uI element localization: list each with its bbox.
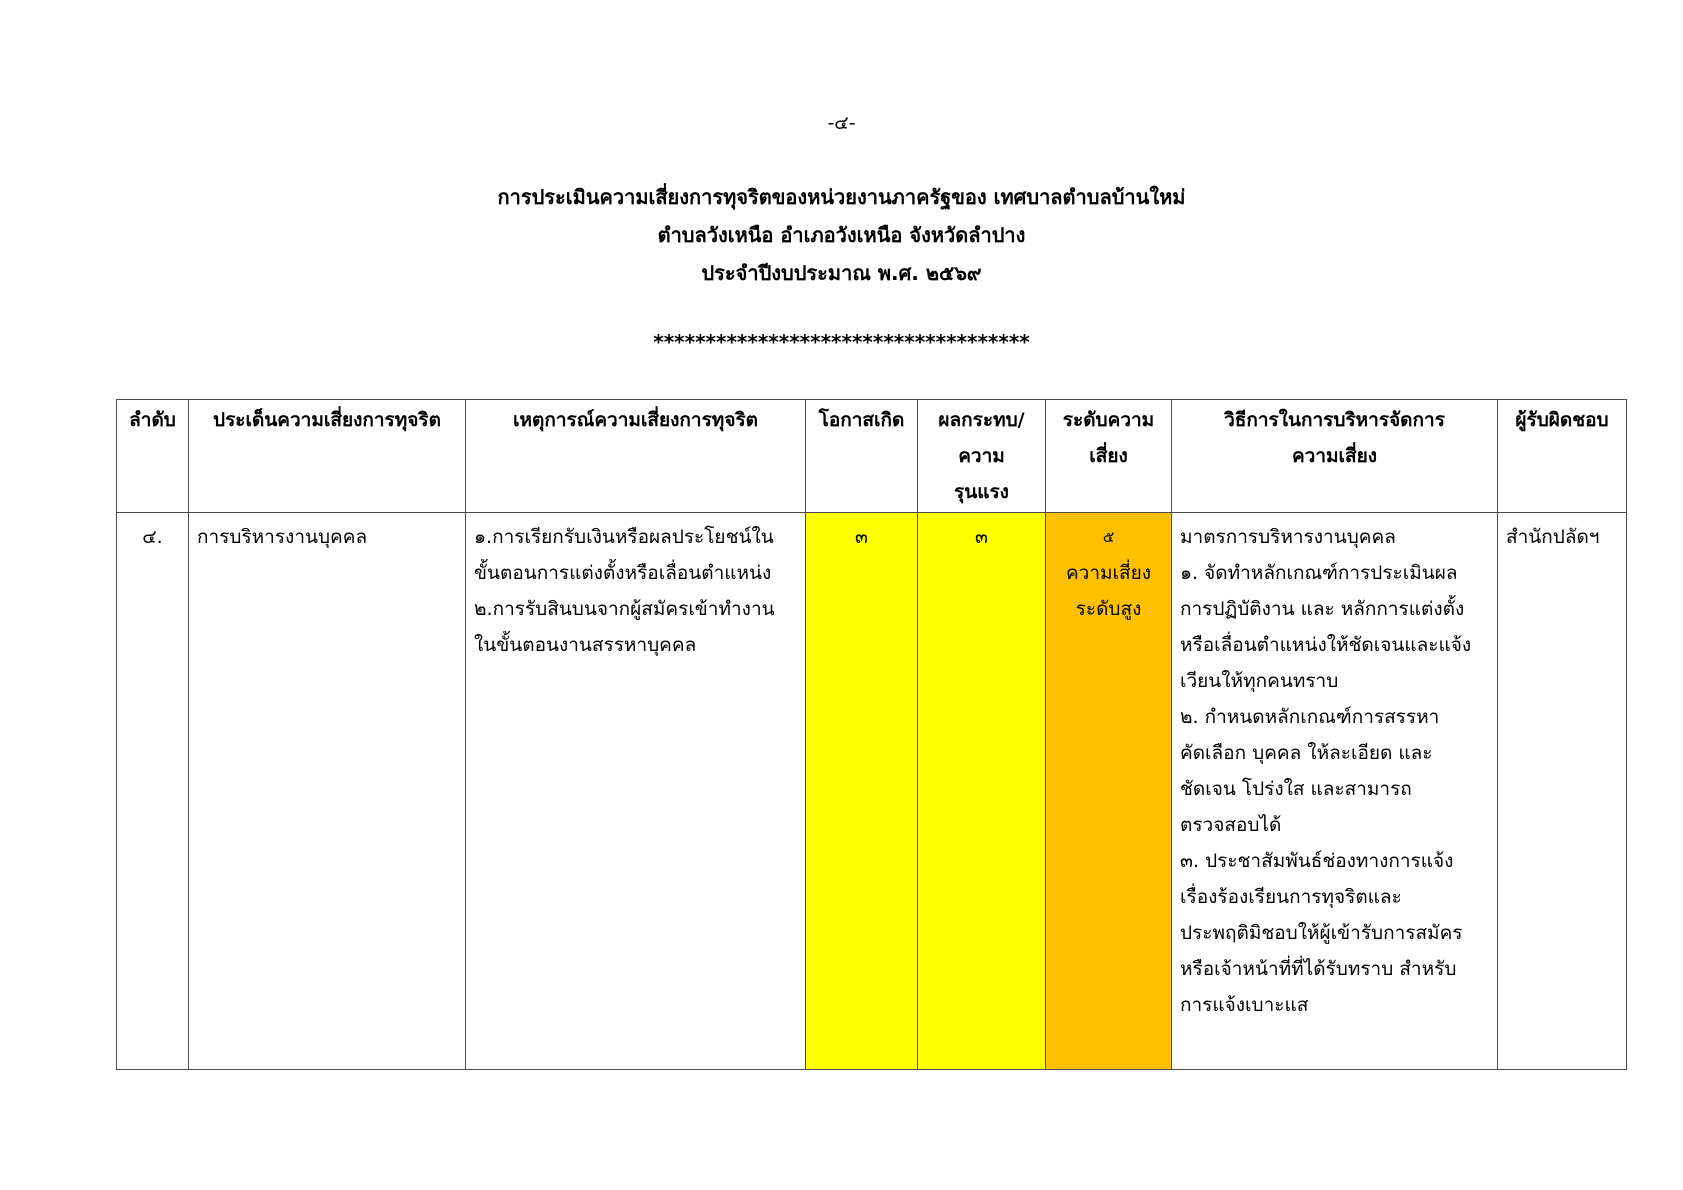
measure-line-12: ประพฤติมิชอบให้ผู้เข้ารับการสมัคร [1180,922,1463,944]
title-line-1: การประเมินความเสี่ยงการทุจริตของหน่วยงานภาครัฐของ เทศบาลตำบลบ้านใหม่ [497,185,1186,209]
cell-likelihood: ๓ [806,513,918,1070]
title-line-2: ตำบลวังเหนือ อำเภอวังเหนือ จังหวัดลำปาง [657,223,1026,247]
header-likelihood: โอกาสเกิด [806,400,918,513]
header-measures-line-2: ความเสี่ยง [1291,445,1378,467]
cell-risk-level [1046,513,1172,1070]
measure-line-6: ๒. กำหนดหลักเกณฑ์การสรรหา [1180,706,1440,728]
cell-impact: ๓ [918,513,1046,1070]
table-row [117,513,1627,1070]
risk-level-text-1: ความเสี่ยง [1065,562,1152,584]
header-measures [1172,400,1498,513]
measure-line-13: หรือเจ้าหน้าที่ที่ได้รับทราบ สำหรับ [1180,958,1457,980]
cell-measures [1172,513,1498,1070]
cell-event [466,513,806,1070]
header-impact-line-2: ความ [958,445,1005,467]
measure-line-10: ๓. ประชาสัมพันธ์ช่องทางการแจ้ง [1180,850,1454,872]
page-number: -๔- [827,112,856,134]
risk-level-text-2: ระดับสูง [1075,598,1142,620]
cell-issue: การบริหารงานบุคคล [189,513,466,1070]
measure-line-4: หรือเลื่อนตำแหน่งให้ชัดเจนและแจ้ง [1180,634,1472,656]
header-event: เหตุการณ์ความเสี่ยงการทุจริต [466,400,806,513]
table-header-row [117,400,1627,513]
cell-responsible: สำนักปลัดฯ [1498,513,1627,1070]
header-level [1046,400,1172,513]
header-impact-line-3: รุนแรง [954,481,1009,503]
header-issue: ประเด็นความเสี่ยงการทุจริต [189,400,466,513]
separator-line: ************************************ [653,330,1030,354]
header-impact [918,400,1046,513]
cell-no: ๔. [117,513,189,1070]
measure-line-5: เวียนให้ทุกคนทราบ [1180,670,1339,692]
event-line-1: ๑.การเรียกรับเงินหรือผลประโยชน์ใน [474,526,774,548]
risk-assessment-table [116,399,1627,1070]
risk-level-score: ๕ [1102,528,1115,546]
header-level-line-1: ระดับความ [1062,409,1155,431]
measure-line-3: การปฏิบัติงาน และ หลักการแต่งตั้ง [1180,598,1465,620]
measure-line-2: ๑. จัดทำหลักเกณฑ์การประเมินผล [1180,562,1458,584]
measure-line-14: การแจ้งเบาะแส [1180,994,1309,1016]
header-measures-line-1: วิธีการในการบริหารจัดการ [1224,409,1445,431]
title-line-3: ประจำปีงบประมาณ พ.ศ. ๒๕๖๙ [701,261,982,285]
event-line-3: ๒.การรับสินบนจากผู้สมัครเข้าทำงาน [474,598,775,620]
header-level-line-2: เสี่ยง [1089,445,1128,467]
event-line-2: ขั้นตอนการแต่งตั้งหรือเลื่อนตำแหน่ง [474,562,772,584]
header-responsible: ผู้รับผิดชอบ [1498,400,1627,513]
measure-line-11: เรื่องร้องเรียนการทุจริตและ [1180,886,1402,908]
measure-line-9: ตรวจสอบได้ [1180,814,1282,836]
measure-line-8: ชัดเจน โปร่งใส และสามารถ [1180,778,1412,800]
header-impact-line-1: ผลกระทบ/ [938,409,1025,431]
event-line-4: ในขั้นตอนงานสรรหาบุคคล [474,634,697,656]
measure-line-7: คัดเลือก บุคคล ให้ละเอียด และ [1180,742,1433,764]
header-no: ลำดับ [117,400,189,513]
document-title [0,178,1683,292]
measure-line-1: มาตรการบริหารงานบุคคล [1180,526,1396,548]
